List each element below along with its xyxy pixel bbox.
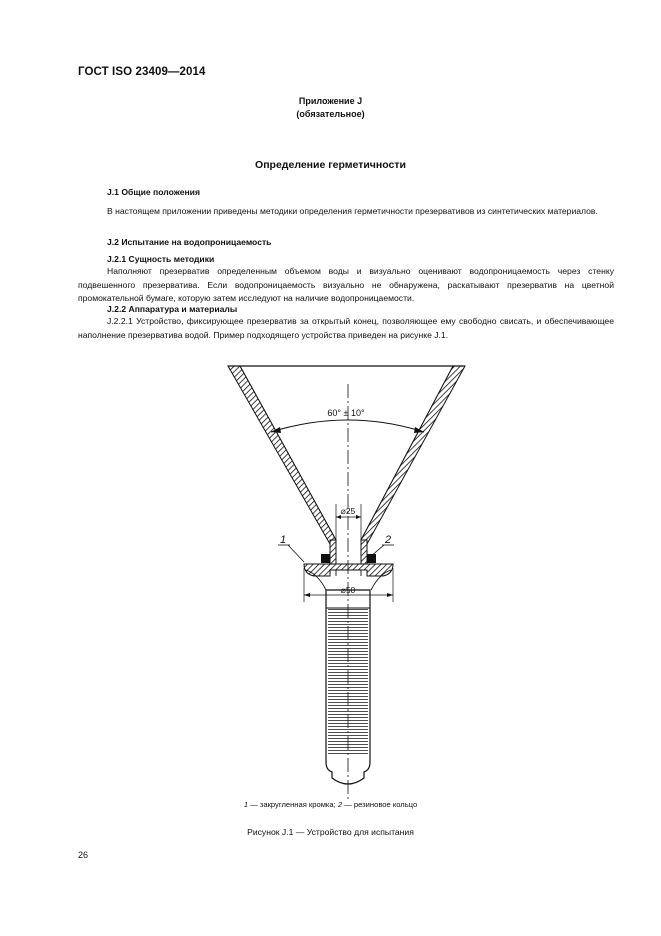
document-header: ГОСТ ISO 23409—2014 [78,66,206,78]
callout-label-1: 1 [280,534,287,546]
figure-key-2-number: 2 [337,800,343,809]
callout-label-2: 2 [385,534,392,546]
neck-left-wall [330,540,336,564]
paragraph-j1-text: В настоящем приложении приведены методики определения герметичности презервативов из синтетических материалов. [107,206,598,216]
rounded-edge-flange [304,564,393,576]
angle-dimension-arc [271,420,424,432]
paragraph-j221-text: J.2.2.1 Устройство, фиксирующее презерватив за открытый конец, позволяющее ему свободно свисать, и обеспечивающее наполнение презерватива водой. Пример подходящего устройства приведен на рисунке J.1. [78,316,614,340]
figure-key-1-number: 1 [243,800,249,809]
heading-j2: J.2 Испытание на водопроницаемость [107,237,272,247]
neck-right-wall [361,540,367,564]
figure-key-2-text: — резиновое кольцо [342,800,418,809]
figure-key [0,800,661,809]
flange-diameter-label: ⌀50 [340,585,356,595]
paragraph-j21-text: Наполняют презерватив определенным объемом воды и визуально оценивают водопроницаемость через стенку подвешенного презерватива. Если водопроницаемость визуально не обнаружена, раскатывают презерватив на цветной промокательной бумаге, которую затем исследуют на наличие водопроницаемости. [78,266,614,303]
annex-title: Приложение J [298,96,363,106]
page-number: 26 [78,850,89,860]
neck-diameter-label: ⌀25 [340,506,356,516]
heading-j1: J.1 Общие положения [107,187,200,197]
annex-status: (обязательное) [296,109,365,119]
funnel-right-wall [361,366,465,544]
section-title: Определение герметичности [255,159,406,171]
heading-j21: J.2.1 Сущность методики [107,254,215,264]
rubber-ring-left [321,554,330,563]
heading-j22: J.2.2 Аппаратура и материалы [107,304,238,314]
angle-dimension-label: 60° ± 10° [327,408,365,418]
figure-key-1-text: — закругленная кромка; [248,800,338,809]
funnel-left-wall [228,366,336,544]
figure-title: Рисунок J.1 — Устройство для испытания [247,827,414,837]
